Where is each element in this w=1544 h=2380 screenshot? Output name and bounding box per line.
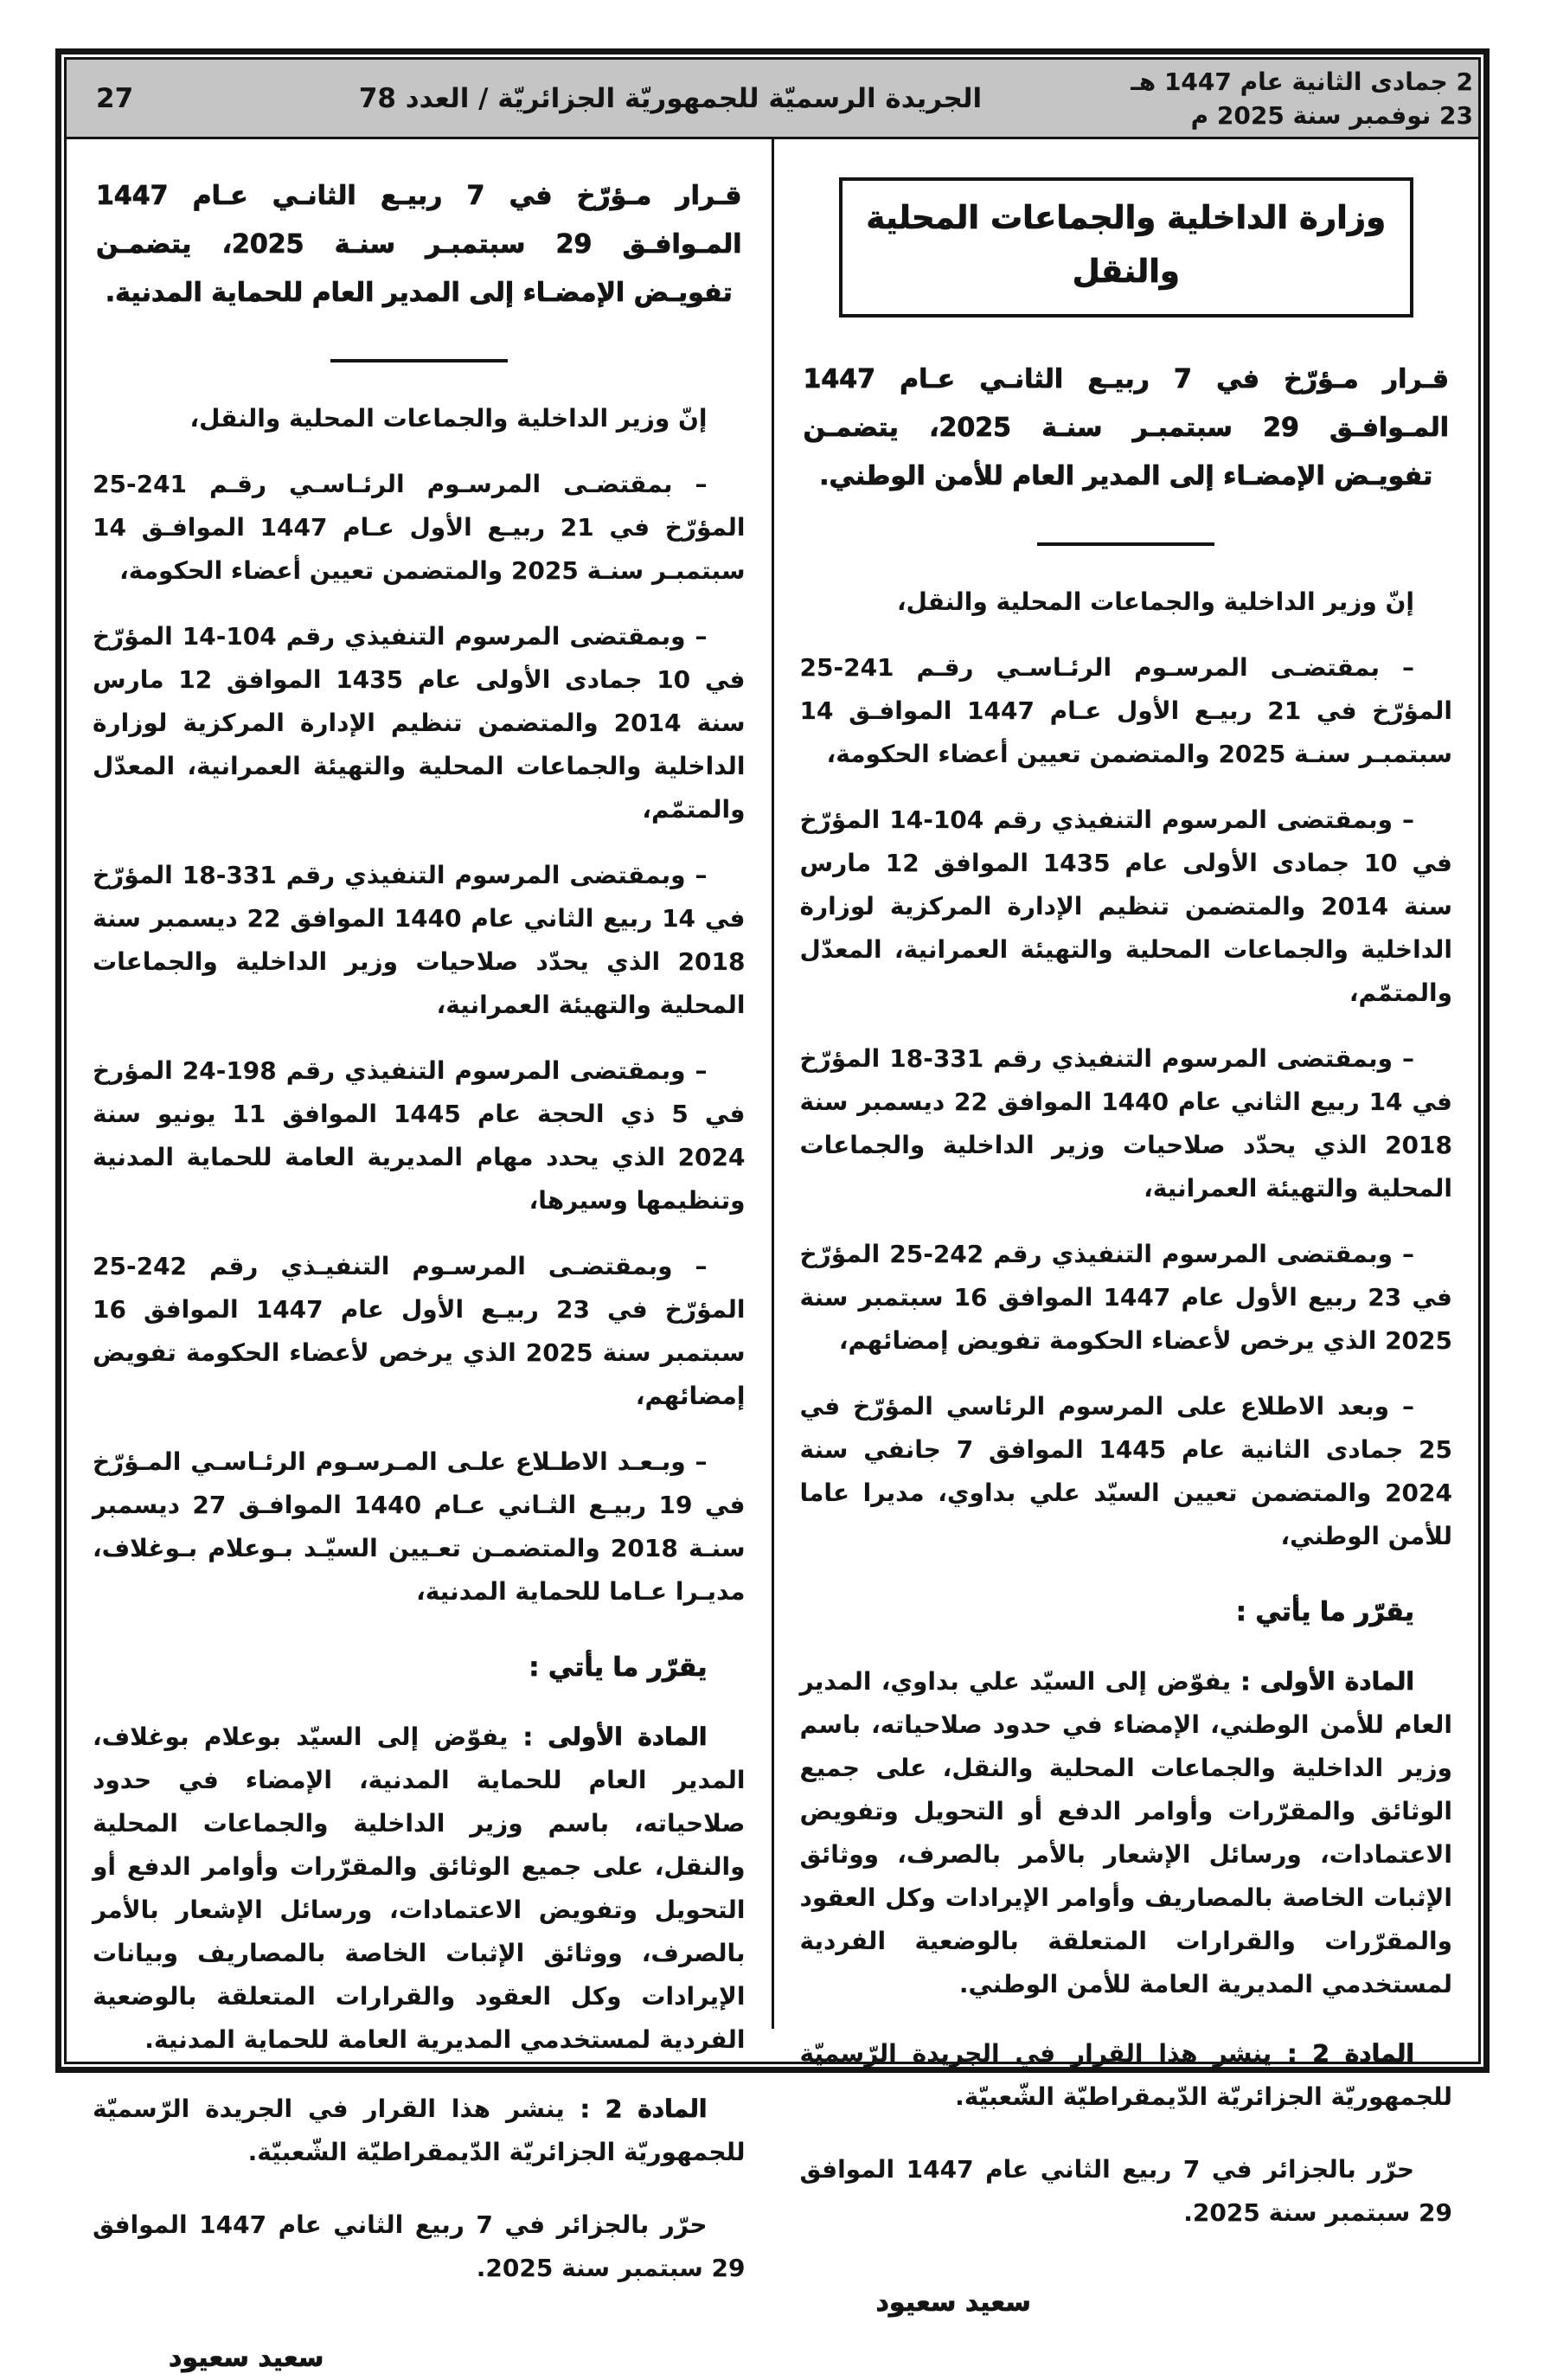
preamble-intro: إنّ وزير الداخلية والجماعات المحلية والنقل، xyxy=(897,587,1414,616)
issued-at: حرّر بالجزائر في 7 ربيع الثاني عام 1447 الموافق 29 سبتمبر سنة 2025. xyxy=(799,2155,1452,2227)
column-left xyxy=(67,139,772,2373)
consideration: – وبمقتضى المرسوم التنفيذي رقم 104-14 المؤرّخ في 10 جمادى الأولى عام 1435 الموافق 12 مارس سنة 2014 والمتضمن تنظيم الإدارة المركزية لوزارة الداخلية والجماعات المحلية والتهيئة العمرانية، المعدّل والمتمّم، xyxy=(93,622,746,824)
column-right xyxy=(774,139,1479,2318)
separator-rule xyxy=(330,359,508,362)
signature: سعيد سعيود xyxy=(875,2287,1031,2318)
article-1 xyxy=(800,1660,1453,2006)
article-1-text: يفوّض إلى السيّد بوعلام بوغلاف، المدير العام للحماية المدنية، الإمضاء في حدود صلاحياته، باسم وزير الداخلية والجماعات المحلية والنقل، على جميع الوثائق والمقرّرات وأوامر الدفع أو التحويل وتفويض الاعتمادات، ورسائل الإشعار بالأمر بالصرف، ووثائق الإثبات الخاصة بالمصاريف وبيانات الإيرادات وكل العقود والقرارات المتعلقة بالوضعية الفردية لمستخدمي المديرية العامة للحماية المدنية. xyxy=(93,1722,746,2054)
decision-intro: يقرّر ما يأتي : xyxy=(529,1652,708,1683)
separator-rule xyxy=(1037,542,1214,546)
masthead-dates xyxy=(1098,65,1478,132)
preamble-intro: إنّ وزير الداخلية والجماعات المحلية والنقل، xyxy=(189,404,708,433)
article-2 xyxy=(93,2088,746,2174)
article-1-label: المادة الأولى : xyxy=(1240,1667,1415,1696)
consideration: – وبمقتضى المرسوم التنفيذي رقم 104-14 المؤرّخ في 10 جمادى الأولى عام 1435 الموافق 12 مارس سنة 2014 والمتضمن تنظيم الإدارة المركزية لوزارة الداخلية والجماعات المحلية والتهيئة العمرانية، المعدّل والمتمّم، xyxy=(799,805,1452,1007)
consideration: – وبعد الاطلاع على المرسوم الرئاسي المؤرّخ في 25 جمادى الثانية عام 1445 الموافق 7 جانفي سنة 2024 والمتضمن تعيين السيّد علي بداوي، مديرا عاما للأمن الوطني، xyxy=(799,1392,1452,1550)
signature: سعيد سعيود xyxy=(169,2343,324,2373)
article-2 xyxy=(800,2032,1453,2119)
page-frame-inner xyxy=(64,57,1481,2373)
consideration: – وبمقتضى المرسوم التنفيذي رقم 242-25 المؤرّخ في 23 ربيع الأول عام 1447 الموافق 16 سبتمبر سنة 2025 الذي يرخص لأعضاء الحكومة تفويض إمضائهم، xyxy=(799,1240,1452,1355)
consideration: – وبمقتضى المرسوم التنفيذي رقم 198-24 المؤرخ في 5 ذي الحجة عام 1445 الموافق 11 يونيو سنة 2024 الذي يحدد مهام المديرية العامة للحماية المدنية وتنظيمها وسيرها، xyxy=(93,1056,746,1215)
consideration: – وبمقتضى المرسوم التنفيذي رقم 331-18 المؤرّخ في 14 ربيع الثاني عام 1440 الموافق 22 ديسمبر سنة 2018 الذي يحدّد صلاحيات وزير الداخلية والجماعات المحلية والتهيئة العمرانية، xyxy=(799,1044,1452,1203)
ministry-title-line2: والنقل xyxy=(1072,253,1180,290)
article-1-text: يفوّض إلى السيّد علي بداوي، المدير العام للأمن الوطني، الإمضاء في حدود صلاحياته، باسم وزير الداخلية والجماعات المحلية والنقل، على جميع الوثائق والمقرّرات وأوامر الدفع أو التحويل وتفويض الاعتمادات، ورسائل الإشعار بالأمر بالصرف، ووثائق الإثبات الخاصة بالمصاريف وأوامر الإيرادات وكل العقود والمقرّرات والقرارات المتعلقة بالوضعية الفردية لمستخدمي المديرية العامة للأمن الوطني. xyxy=(799,1667,1452,1998)
consideration: – بمقتضـى المرسـوم الرئـاسـي رقـم 241-25 المؤرّخ في 21 ربيـع الأول عـام 1447 الموافـق 14 سبتمبـر سنـة 2025 والمتضمن تعيين أعضاء الحكومة، xyxy=(799,653,1452,768)
page-content xyxy=(67,139,1478,2373)
article-1 xyxy=(93,1716,746,2062)
date-gregorian: 23 نوفمبر سنة 2025 م xyxy=(1190,100,1473,130)
journal-title: الجريدة الرسميّة للجمهوريّة الجزائريّة / العدد 78 xyxy=(358,82,983,114)
consideration: – بمقتضـى المرسـوم الرئـاسـي رقـم 241-25 المؤرّخ في 21 ربيـع الأول عـام 1447 الموافـق 14 سبتمبـر سنـة 2025 والمتضمن تعيين أعضاء الحكومة، xyxy=(93,470,746,585)
consideration: – وبـعـد الاطـلاع علـى المـرسـوم الرئـاسـي المـؤرّخ في 19 ربيـع الثـاني عـام 1440 الموافـق 27 ديسمبر سنـة 2018 والمتضمـن تعـيين السيّـد بـوعلام بـوغلاف، مديـرا عـاما للحماية المدنية، xyxy=(93,1447,746,1606)
consideration: – وبمقتضى المرسوم التنفيذي رقم 331-18 المؤرّخ في 14 ربيع الثاني عام 1440 الموافق 22 ديسمبر سنة 2018 الذي يحدّد صلاحيات وزير الداخلية والجماعات المحلية والتهيئة العمرانية، xyxy=(93,861,746,1019)
decision-intro: يقرّر ما يأتي : xyxy=(1235,1597,1414,1627)
column-divider xyxy=(772,139,774,2029)
article-2-text: ينشر هذا القرار في الجريدة الرّسميّة للجمهوريّة الجزائريّة الدّيمقراطيّة الشّعبيّة. xyxy=(93,2095,746,2166)
article-2-label: المادة 2 : xyxy=(580,2095,708,2123)
masthead xyxy=(67,60,1478,139)
issued-at: حرّر بالجزائر في 7 ربيع الثاني عام 1447 الموافق 29 سبتمبر سنة 2025. xyxy=(93,2210,746,2282)
ministry-title-line1: وزارة الداخلية والجماعات المحلية xyxy=(866,199,1387,236)
article-2-label: المادة 2 : xyxy=(1287,2039,1414,2068)
consideration: – وبمقتضـى المرسـوم التنفيـذي رقم 242-25 المؤرّخ في 23 ربيـع الأول عام 1447 الموافق 16 سبتمبر سنة 2025 الذي يرخص لأعضاء الحكومة تفويض إمضائهم، xyxy=(93,1252,746,1410)
page-number: 27 xyxy=(96,82,134,114)
page-frame xyxy=(55,48,1490,2373)
article-2-text: ينشر هذا القرار في الجريدة الرّسميّة للجمهوريّة الجزائريّة الدّيمقراطيّة الشّعبيّة. xyxy=(799,2039,1452,2111)
ministry-title-box xyxy=(839,177,1413,318)
decree-title-civil-protection: قـرار مـؤرّخ في 7 ربيـع الثانـي عـام 1447 المـوافـق 29 سبتمبـر سنـة 2025، يتضمـن تفويـض الإمضـاء إلى المدير العام للحماية المدنية. xyxy=(96,181,742,308)
decree-title-security: قـرار مـؤرّخ في 7 ربيـع الثانـي عـام 1447 المـوافـق 29 سبتمبـر سنـة 2025، يتضمـن تفويـض الإمضـاء إلى المدير العام للأمن الوطني. xyxy=(803,364,1450,491)
article-1-label: المادة الأولى : xyxy=(522,1722,708,1751)
date-hijri: 2 جمادى الثانية عام 1447 هـ xyxy=(1131,67,1473,96)
